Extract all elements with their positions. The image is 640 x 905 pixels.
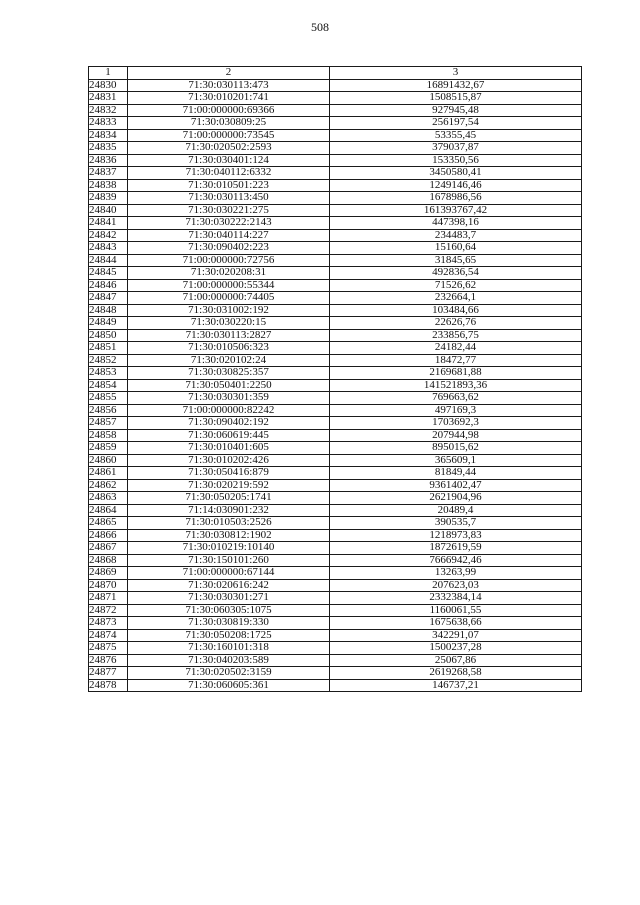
table-row	[89, 629, 582, 642]
cadastral-number-cell: 71:30:020102:24	[128, 354, 330, 367]
table-row	[89, 129, 582, 142]
cadastral-value-cell: 927945,48	[330, 104, 582, 117]
row-number-cell: 24876	[89, 654, 128, 667]
cadastral-value-cell: 256197,54	[330, 117, 582, 130]
row-number-cell: 24871	[89, 592, 128, 605]
cadastral-number-cell: 71:30:050205:1741	[128, 492, 330, 505]
row-number-cell: 24869	[89, 567, 128, 580]
cadastral-value-cell: 71526,62	[330, 279, 582, 292]
table-row	[89, 329, 582, 342]
table-row	[89, 554, 582, 567]
cadastral-number-cell: 71:30:050208:1725	[128, 629, 330, 642]
table-row	[89, 367, 582, 380]
cadastral-value-cell: 153350,56	[330, 154, 582, 167]
cadastral-value-cell: 146737,21	[330, 679, 582, 692]
cadastral-value-cell: 379037,87	[330, 142, 582, 155]
cadastral-value-cell: 895015,62	[330, 442, 582, 455]
cadastral-value-cell: 161393767,42	[330, 204, 582, 217]
cadastral-number-cell: 71:30:030113:473	[128, 79, 330, 92]
column-header-2: 2	[128, 67, 330, 80]
cadastral-number-cell: 71:30:030221:275	[128, 204, 330, 217]
cadastral-value-cell: 769663,62	[330, 392, 582, 405]
column-header-3: 3	[330, 67, 582, 80]
cadastral-number-cell: 71:30:010202:426	[128, 454, 330, 467]
row-number-cell: 24867	[89, 542, 128, 555]
cadastral-number-cell: 71:30:040114:227	[128, 229, 330, 242]
cadastral-value-cell: 103484,66	[330, 304, 582, 317]
cadastral-number-cell: 71:30:020219:592	[128, 479, 330, 492]
cadastral-number-cell: 71:30:060619:445	[128, 429, 330, 442]
row-number-cell: 24861	[89, 467, 128, 480]
row-number-cell: 24875	[89, 642, 128, 655]
row-number-cell: 24844	[89, 254, 128, 267]
row-number-cell: 24832	[89, 104, 128, 117]
table-row	[89, 442, 582, 455]
row-number-cell: 24878	[89, 679, 128, 692]
table-row	[89, 79, 582, 92]
table-row	[89, 417, 582, 430]
cadastral-number-cell: 71:30:030819:330	[128, 617, 330, 630]
cadastral-value-cell: 2619268,58	[330, 667, 582, 680]
cadastral-number-cell: 71:30:031002:192	[128, 304, 330, 317]
row-number-cell: 24874	[89, 629, 128, 642]
column-header-1: 1	[89, 67, 128, 80]
row-number-cell: 24842	[89, 229, 128, 242]
row-number-cell: 24872	[89, 604, 128, 617]
cadastral-number-cell: 71:30:160101:318	[128, 642, 330, 655]
table-row	[89, 317, 582, 330]
table-row	[89, 429, 582, 442]
row-number-cell: 24835	[89, 142, 128, 155]
row-number-cell: 24853	[89, 367, 128, 380]
cadastral-number-cell: 71:30:050416:879	[128, 467, 330, 480]
row-number-cell: 24843	[89, 242, 128, 255]
cadastral-number-cell: 71:30:010401:605	[128, 442, 330, 455]
cadastral-value-cell: 22626,76	[330, 317, 582, 330]
row-number-cell: 24859	[89, 442, 128, 455]
row-number-cell: 24850	[89, 329, 128, 342]
cadastral-number-cell: 71:30:060605:361	[128, 679, 330, 692]
cadastral-value-cell: 390535,7	[330, 517, 582, 530]
cadastral-number-cell: 71:30:030809:25	[128, 117, 330, 130]
row-number-cell: 24858	[89, 429, 128, 442]
table-row	[89, 667, 582, 680]
table-row	[89, 104, 582, 117]
row-number-cell: 24868	[89, 554, 128, 567]
row-number-cell: 24852	[89, 354, 128, 367]
cadastral-value-cell: 25067,86	[330, 654, 582, 667]
table-row	[89, 592, 582, 605]
cadastral-value-cell: 2169681,88	[330, 367, 582, 380]
row-number-cell: 24865	[89, 517, 128, 530]
cadastral-value-cell: 1218973,83	[330, 529, 582, 542]
row-number-cell: 24833	[89, 117, 128, 130]
table-row	[89, 204, 582, 217]
cadastral-number-cell: 71:30:090402:223	[128, 242, 330, 255]
table-row	[89, 642, 582, 655]
row-number-cell: 24836	[89, 154, 128, 167]
table-header-row	[89, 67, 582, 80]
row-number-cell: 24873	[89, 617, 128, 630]
cadastral-number-cell: 71:30:050401:2250	[128, 379, 330, 392]
table-row	[89, 504, 582, 517]
cadastral-number-cell: 71:30:020208:31	[128, 267, 330, 280]
row-number-cell: 24855	[89, 392, 128, 405]
row-number-cell: 24848	[89, 304, 128, 317]
row-number-cell: 24857	[89, 417, 128, 430]
cadastral-value-cell: 232664,1	[330, 292, 582, 305]
cadastral-number-cell: 71:14:030901:232	[128, 504, 330, 517]
cadastral-number-cell: 71:30:010503:2526	[128, 517, 330, 530]
row-number-cell: 24849	[89, 317, 128, 330]
cadastral-value-cell: 1678986,56	[330, 192, 582, 205]
cadastral-number-cell: 71:30:030301:359	[128, 392, 330, 405]
page-number: 508	[311, 20, 329, 34]
cadastral-number-cell: 71:30:150101:260	[128, 554, 330, 567]
cadastral-number-cell: 71:30:030812:1902	[128, 529, 330, 542]
cadastral-value-cell: 234483,7	[330, 229, 582, 242]
table-row	[89, 342, 582, 355]
cadastral-value-cell: 233856,75	[330, 329, 582, 342]
row-number-cell: 24830	[89, 79, 128, 92]
table-row	[89, 617, 582, 630]
cadastral-value-cell: 15160,64	[330, 242, 582, 255]
cadastral-value-cell: 81849,44	[330, 467, 582, 480]
cadastral-value-cell: 3450580,41	[330, 167, 582, 180]
table-row	[89, 517, 582, 530]
cadastral-number-cell: 71:30:010201:741	[128, 92, 330, 105]
table-row	[89, 529, 582, 542]
row-number-cell: 24846	[89, 279, 128, 292]
row-number-cell: 24839	[89, 192, 128, 205]
table-row	[89, 542, 582, 555]
table-row	[89, 404, 582, 417]
cadastral-value-cell: 492836,54	[330, 267, 582, 280]
cadastral-value-cell: 141521893,36	[330, 379, 582, 392]
row-number-cell: 24877	[89, 667, 128, 680]
cadastral-value-cell: 342291,07	[330, 629, 582, 642]
row-number-cell: 24847	[89, 292, 128, 305]
cadastral-number-cell: 71:30:090402:192	[128, 417, 330, 430]
cadastral-value-cell: 1872619,59	[330, 542, 582, 555]
row-number-cell: 24854	[89, 379, 128, 392]
cadastral-number-cell: 71:00:000000:67144	[128, 567, 330, 580]
row-number-cell: 24831	[89, 92, 128, 105]
cadastral-value-cell: 1675638,66	[330, 617, 582, 630]
table-row	[89, 279, 582, 292]
table-row	[89, 179, 582, 192]
table-row	[89, 392, 582, 405]
table-row	[89, 679, 582, 692]
cadastral-value-cell: 497169,3	[330, 404, 582, 417]
cadastral-value-cell: 53355,45	[330, 129, 582, 142]
cadastral-value-cell: 18472,77	[330, 354, 582, 367]
row-number-cell: 24837	[89, 167, 128, 180]
cadastral-number-cell: 71:30:030113:450	[128, 192, 330, 205]
table-row	[89, 354, 582, 367]
cadastral-value-cell: 365609,1	[330, 454, 582, 467]
cadastral-value-cell: 207944,98	[330, 429, 582, 442]
table-row	[89, 142, 582, 155]
row-number-cell: 24856	[89, 404, 128, 417]
cadastral-number-cell: 71:00:000000:69366	[128, 104, 330, 117]
table-row	[89, 254, 582, 267]
table-row	[89, 242, 582, 255]
table-body	[89, 79, 582, 692]
row-number-cell: 24841	[89, 217, 128, 230]
row-number-cell: 24870	[89, 579, 128, 592]
cadastral-number-cell: 71:00:000000:74405	[128, 292, 330, 305]
table-row	[89, 192, 582, 205]
cadastral-value-cell: 31845,65	[330, 254, 582, 267]
table-row	[89, 454, 582, 467]
cadastral-number-cell: 71:30:060305:1075	[128, 604, 330, 617]
cadastral-value-cell: 2332384,14	[330, 592, 582, 605]
cadastral-number-cell: 71:30:010219:10140	[128, 542, 330, 555]
cadastral-number-cell: 71:30:040112:6332	[128, 167, 330, 180]
cadastral-number-cell: 71:30:010506:323	[128, 342, 330, 355]
row-number-cell: 24851	[89, 342, 128, 355]
cadastral-number-cell: 71:30:040203:589	[128, 654, 330, 667]
cadastral-value-cell: 1703692,3	[330, 417, 582, 430]
cadastral-value-cell: 2621904,96	[330, 492, 582, 505]
cadastral-value-cell: 1160061,55	[330, 604, 582, 617]
cadastral-value-cell: 7666942,46	[330, 554, 582, 567]
table-row	[89, 304, 582, 317]
cadastral-value-cell: 207623,03	[330, 579, 582, 592]
cadastral-value-cell: 16891432,67	[330, 79, 582, 92]
cadastral-value-cell: 24182,44	[330, 342, 582, 355]
cadastral-number-cell: 71:30:030222:2143	[128, 217, 330, 230]
table-row	[89, 92, 582, 105]
table-row	[89, 604, 582, 617]
cadastral-value-cell: 20489,4	[330, 504, 582, 517]
table-row	[89, 229, 582, 242]
table-row	[89, 492, 582, 505]
table-row	[89, 292, 582, 305]
table-row	[89, 154, 582, 167]
row-number-cell: 24862	[89, 479, 128, 492]
cadastral-value-cell: 1508515,87	[330, 92, 582, 105]
cadastral-value-cell: 13263,99	[330, 567, 582, 580]
cadastral-number-cell: 71:30:030113:2827	[128, 329, 330, 342]
row-number-cell: 24863	[89, 492, 128, 505]
table-row	[89, 467, 582, 480]
table-row	[89, 479, 582, 492]
row-number-cell: 24864	[89, 504, 128, 517]
table-row	[89, 167, 582, 180]
cadastral-number-cell: 71:30:030401:124	[128, 154, 330, 167]
table-row	[89, 267, 582, 280]
cadastral-number-cell: 71:00:000000:82242	[128, 404, 330, 417]
table-row	[89, 567, 582, 580]
cadastral-value-cell: 9361402,47	[330, 479, 582, 492]
cadastral-number-cell: 71:30:030825:357	[128, 367, 330, 380]
cadastral-number-cell: 71:00:000000:55344	[128, 279, 330, 292]
row-number-cell: 24834	[89, 129, 128, 142]
row-number-cell: 24866	[89, 529, 128, 542]
cadastral-value-cell: 1249146,46	[330, 179, 582, 192]
cadastral-number-cell: 71:30:030220:15	[128, 317, 330, 330]
row-number-cell: 24838	[89, 179, 128, 192]
row-number-cell: 24860	[89, 454, 128, 467]
cadastral-number-cell: 71:00:000000:73545	[128, 129, 330, 142]
cadastral-value-cell: 1500237,28	[330, 642, 582, 655]
table-row	[89, 654, 582, 667]
cadastral-number-cell: 71:30:010501:223	[128, 179, 330, 192]
cadastral-number-cell: 71:30:020616:242	[128, 579, 330, 592]
cadastral-number-cell: 71:00:000000:72756	[128, 254, 330, 267]
cadastral-number-cell: 71:30:030301:271	[128, 592, 330, 605]
table-row	[89, 117, 582, 130]
table-row	[89, 379, 582, 392]
table-row	[89, 579, 582, 592]
table-row	[89, 217, 582, 230]
cadastral-number-cell: 71:30:020502:2593	[128, 142, 330, 155]
cadastral-value-table	[88, 66, 582, 692]
cadastral-number-cell: 71:30:020502:3159	[128, 667, 330, 680]
row-number-cell: 24845	[89, 267, 128, 280]
cadastral-value-cell: 447398,16	[330, 217, 582, 230]
row-number-cell: 24840	[89, 204, 128, 217]
